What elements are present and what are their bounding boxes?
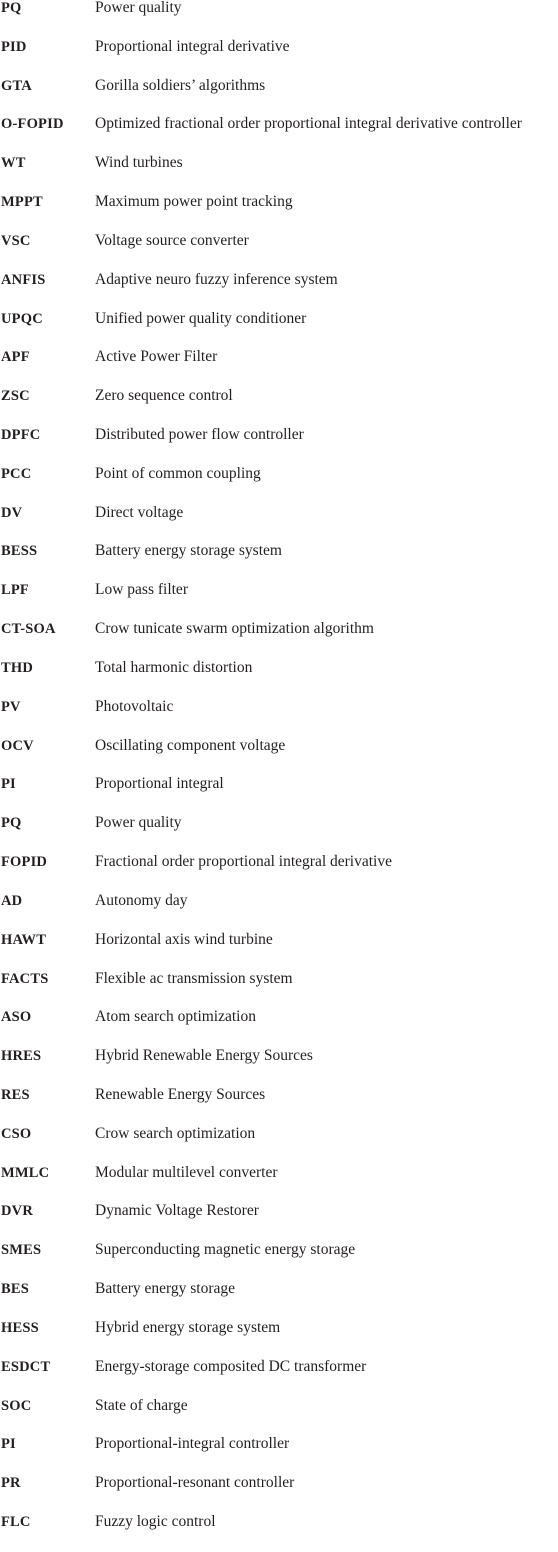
- abbreviation-definition: Renewable Energy Sources: [95, 1085, 266, 1103]
- abbreviation-row: [0, 1280, 558, 1319]
- abbreviation-term: PR: [1, 1475, 21, 1492]
- abbreviation-term: DVR: [1, 1203, 34, 1220]
- abbreviation-row: [0, 154, 558, 193]
- abbreviation-term: AD: [1, 892, 23, 909]
- abbreviation-row: [0, 77, 558, 116]
- abbreviation-definition: Power quality: [95, 814, 182, 832]
- abbreviation-term: SOC: [1, 1397, 32, 1414]
- abbreviation-term: HESS: [1, 1319, 39, 1336]
- abbreviation-definition: Power quality: [95, 0, 182, 16]
- abbreviation-term: DPFC: [1, 427, 41, 444]
- abbreviation-definition: Wind turbines: [95, 154, 183, 172]
- abbreviation-term: FACTS: [1, 970, 49, 987]
- abbreviation-term: DV: [1, 504, 23, 521]
- abbreviation-definition: Hybrid Renewable Energy Sources: [95, 1047, 313, 1065]
- abbreviation-definition: Battery energy storage: [95, 1280, 236, 1298]
- abbreviation-term: FLC: [1, 1513, 31, 1530]
- abbreviation-row: [0, 1086, 558, 1125]
- abbreviation-row: [0, 1241, 558, 1280]
- abbreviation-term: BESS: [1, 543, 38, 560]
- abbreviation-row: [0, 310, 558, 349]
- abbreviation-term: ZSC: [1, 388, 30, 405]
- abbreviation-row: [0, 348, 558, 387]
- abbreviation-term: UPQC: [1, 310, 43, 327]
- abbreviation-row: [0, 814, 558, 853]
- abbreviation-row: [0, 970, 558, 1009]
- abbreviation-row: [0, 775, 558, 814]
- abbreviation-row: [0, 1358, 558, 1397]
- abbreviation-definition: Maximum power point tracking: [95, 193, 293, 211]
- abbreviation-definition: Low pass filter: [95, 581, 188, 599]
- abbreviation-term: RES: [1, 1086, 30, 1103]
- abbreviation-row: [0, 542, 558, 581]
- abbreviation-term: ESDCT: [1, 1358, 51, 1375]
- abbreviation-definition: Fuzzy logic control: [95, 1512, 216, 1530]
- abbreviation-row: [0, 504, 558, 543]
- abbreviation-term: LPF: [1, 582, 29, 599]
- abbreviation-row: [0, 0, 558, 38]
- abbreviation-definition: Crow search optimization: [95, 1124, 256, 1142]
- abbreviation-definition: Zero sequence control: [95, 387, 233, 405]
- abbreviation-definition: Fractional order proportional integral derivative: [95, 853, 392, 871]
- abbreviation-row: [0, 1319, 558, 1358]
- abbreviation-row: [0, 1435, 558, 1474]
- abbreviation-term: CT-SOA: [1, 621, 56, 638]
- abbreviation-definition: Distributed power flow controller: [95, 426, 304, 444]
- abbreviation-row: [0, 892, 558, 931]
- abbreviation-row: [0, 38, 558, 77]
- abbreviation-row: [0, 1474, 558, 1513]
- abbreviation-term: PQ: [1, 815, 22, 832]
- abbreviation-row: [0, 1397, 558, 1436]
- abbreviation-definition: Proportional-integral controller: [95, 1435, 290, 1453]
- abbreviation-row: [0, 737, 558, 776]
- abbreviation-definition: Superconducting magnetic energy storage: [95, 1241, 356, 1259]
- abbreviation-definition: Hybrid energy storage system: [95, 1318, 281, 1336]
- abbreviation-definition: Dynamic Voltage Restorer: [95, 1202, 259, 1220]
- abbreviation-term: FOPID: [1, 854, 48, 871]
- abbreviation-term: APF: [1, 349, 30, 366]
- abbreviation-definition: Crow tunicate swarm optimization algorithm: [95, 620, 374, 638]
- abbreviation-term: ANFIS: [1, 271, 46, 288]
- abbreviation-definition: Gorilla soldiers’ algorithms: [95, 76, 266, 94]
- abbreviation-row: [0, 581, 558, 620]
- abbreviation-definition: Optimized fractional order proportional integral derivative controller: [95, 115, 522, 133]
- abbreviation-definition: Photovoltaic: [95, 697, 174, 715]
- abbreviation-definition: Battery energy storage system: [95, 542, 282, 560]
- abbreviation-row: [0, 853, 558, 892]
- abbreviation-term: MMLC: [1, 1164, 50, 1181]
- abbreviation-term: HRES: [1, 1048, 42, 1065]
- abbreviation-row: [0, 1164, 558, 1203]
- abbreviation-row: [0, 465, 558, 504]
- abbreviation-definition: Horizontal axis wind turbine: [95, 930, 273, 948]
- abbreviation-term: THD: [1, 659, 34, 676]
- abbreviation-definition: Active Power Filter: [95, 348, 218, 366]
- abbreviation-row: [0, 115, 558, 154]
- abbreviation-row: [0, 1125, 558, 1164]
- abbreviation-term: O-FOPID: [1, 116, 64, 133]
- abbreviation-row: [0, 426, 558, 465]
- abbreviation-term: PID: [1, 38, 27, 55]
- abbreviation-term: SMES: [1, 1242, 42, 1259]
- abbreviation-definition: Adaptive neuro fuzzy inference system: [95, 270, 338, 288]
- abbreviation-definition: State of charge: [95, 1396, 188, 1414]
- abbreviation-row: [0, 1513, 558, 1552]
- abbreviation-definition: Unified power quality conditioner: [95, 309, 307, 327]
- abbreviation-definition: Total harmonic distortion: [95, 658, 253, 676]
- abbreviation-term: GTA: [1, 77, 32, 94]
- abbreviation-term: PCC: [1, 465, 32, 482]
- abbreviation-row: [0, 931, 558, 970]
- abbreviation-definition: Oscillating component voltage: [95, 736, 286, 754]
- abbreviation-definition: Voltage source converter: [95, 231, 249, 249]
- abbreviation-term: BES: [1, 1281, 30, 1298]
- abbreviation-term: HAWT: [1, 931, 47, 948]
- abbreviation-definition: Flexible ac transmission system: [95, 969, 293, 987]
- abbreviation-row: [0, 1008, 558, 1047]
- abbreviation-definition: Modular multilevel converter: [95, 1163, 278, 1181]
- abbreviation-row: [0, 659, 558, 698]
- abbreviation-row: [0, 193, 558, 232]
- abbreviation-row: [0, 271, 558, 310]
- abbreviation-definition: Point of common coupling: [95, 464, 261, 482]
- abbreviation-definition: Proportional integral: [95, 775, 224, 793]
- abbreviation-row: [0, 1047, 558, 1086]
- abbreviation-term: VSC: [1, 232, 31, 249]
- abbreviation-row: [0, 387, 558, 426]
- abbreviation-term: PI: [1, 776, 16, 793]
- abbreviation-row: [0, 698, 558, 737]
- abbreviation-row: [0, 1202, 558, 1241]
- abbreviation-definition: Autonomy day: [95, 891, 188, 909]
- abbreviation-definition: Atom search optimization: [95, 1008, 256, 1026]
- abbreviation-definition: Proportional-resonant controller: [95, 1474, 295, 1492]
- abbreviation-term: PI: [1, 1436, 16, 1453]
- abbreviation-term: CSO: [1, 1125, 32, 1142]
- abbreviation-term: ASO: [1, 1009, 32, 1026]
- abbreviation-row: [0, 232, 558, 271]
- abbreviation-row: [0, 620, 558, 659]
- abbreviation-definition: Proportional integral derivative: [95, 37, 290, 55]
- abbreviation-definition: Energy-storage composited DC transformer: [95, 1357, 367, 1375]
- abbreviation-term: PV: [1, 698, 21, 715]
- abbreviation-definition: Direct voltage: [95, 503, 184, 521]
- abbreviation-term: MPPT: [1, 194, 43, 211]
- abbreviation-term: WT: [1, 155, 26, 172]
- abbreviation-term: PQ: [1, 0, 22, 16]
- abbreviation-term: OCV: [1, 737, 34, 754]
